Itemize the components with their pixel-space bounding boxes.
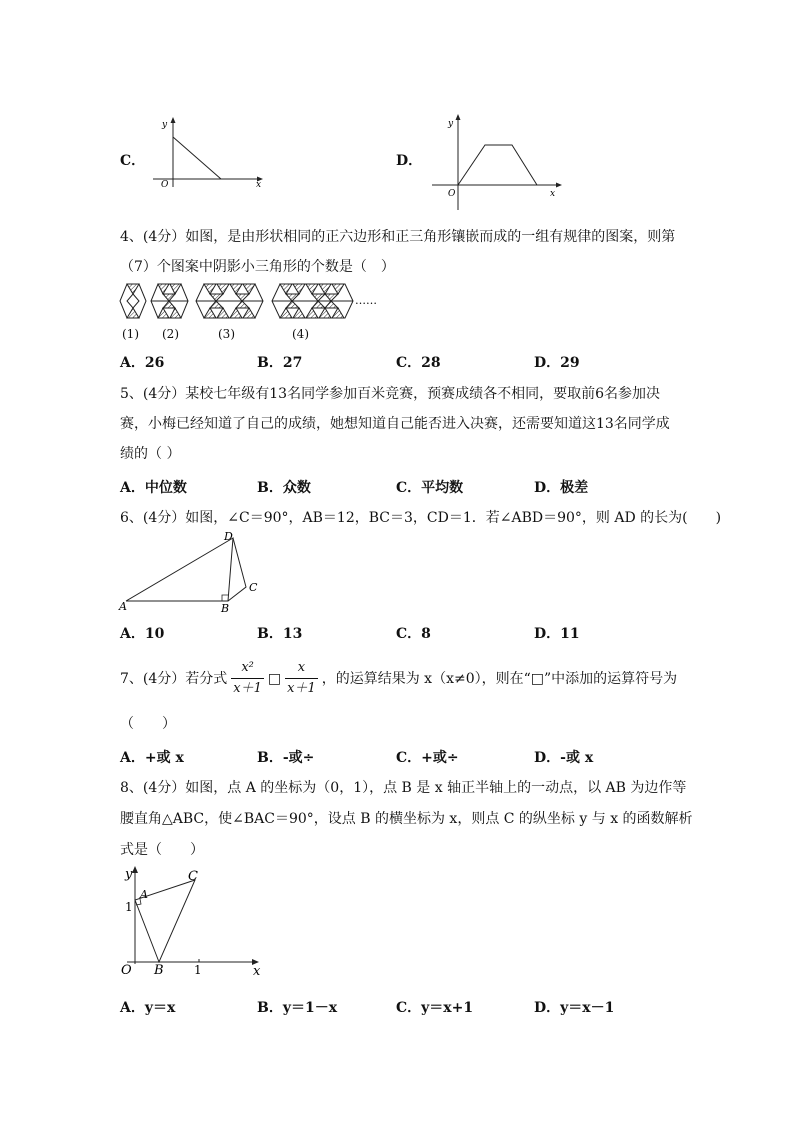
q7-option-c[interactable]: C．+或÷ bbox=[396, 750, 459, 766]
q6-label-c: C bbox=[249, 581, 258, 594]
q6-label-a: A bbox=[119, 600, 127, 613]
q8-stem-line1: 8、(4分）如图，点 A 的坐标为（0，1），点 B 是 x 轴正半轴上的一动点，以 AB 为边作等 bbox=[120, 780, 687, 796]
q7-prefix: 7、(4分）若分式 bbox=[120, 670, 228, 687]
q6-option-b[interactable]: B．13 bbox=[257, 626, 303, 642]
q4-option-a[interactable]: A．26 bbox=[120, 355, 165, 371]
q5-stem-line3: 绩的（ ） bbox=[120, 446, 181, 462]
q8-label-o: O bbox=[121, 963, 132, 978]
q7-option-d[interactable]: D．-或 x bbox=[534, 750, 594, 766]
q8-coordinate-figure bbox=[115, 862, 275, 980]
q8-option-a[interactable]: A．y＝x bbox=[120, 1000, 176, 1016]
q5-option-a[interactable]: A．中位数 bbox=[120, 480, 187, 496]
q3c-x-label: x bbox=[256, 180, 262, 190]
q7-stem-line2: （ ） bbox=[120, 716, 176, 732]
q6-option-c[interactable]: C．8 bbox=[396, 626, 431, 642]
q8-option-c[interactable]: C．y＝x+1 bbox=[396, 1000, 474, 1016]
q3-option-d-label: D． bbox=[396, 153, 423, 169]
q3c-origin-label: O bbox=[161, 180, 169, 190]
q5-option-d[interactable]: D．极差 bbox=[534, 480, 589, 496]
q8-stem-line3: 式是（ ） bbox=[120, 842, 204, 858]
q5-option-b[interactable]: B．众数 bbox=[257, 480, 311, 496]
q4-label-3: (3) bbox=[218, 327, 235, 341]
q8-label-y: y bbox=[125, 867, 133, 882]
q6-triangle-figure bbox=[115, 528, 265, 616]
q3d-origin-label: O bbox=[448, 189, 456, 199]
q6-label-b: B bbox=[221, 602, 230, 615]
q3c-y-label: y bbox=[162, 120, 168, 130]
q4-label-4: (4) bbox=[292, 327, 309, 341]
q4-stem-line2: （7）个图案中阴影小三角形的个数是（ ） bbox=[120, 259, 395, 275]
q4-stem-line1: 4、(4分）如图，是由形状相同的正六边形和正三角形镶嵌而成的一组有规律的图案，则第 bbox=[120, 229, 676, 245]
q6-option-a[interactable]: A．10 bbox=[120, 626, 165, 642]
q7-option-a[interactable]: A．+或 x bbox=[120, 750, 184, 766]
q7-frac2-denominator: x＋1 bbox=[287, 681, 316, 696]
q3d-y-label: y bbox=[448, 119, 454, 129]
q5-stem-line1: 5、(4分）某校七年级有13名同学参加百米竞赛，预赛成绩各不相同，要取前6名参加决 bbox=[120, 386, 660, 402]
q7-fraction-2 bbox=[285, 658, 318, 699]
q8-label-1-y: 1 bbox=[125, 900, 133, 914]
q3-graph-c bbox=[145, 115, 270, 195]
q8-label-c: C bbox=[188, 869, 198, 884]
q7-frac2-numerator: x bbox=[285, 658, 318, 679]
q4-label-2: (2) bbox=[162, 327, 179, 341]
q4-tessellation-figure bbox=[115, 280, 390, 325]
q7-frac1-numerator: x² bbox=[231, 658, 264, 679]
q8-label-1-x: 1 bbox=[194, 963, 202, 977]
q7-stem-line1 bbox=[120, 658, 677, 699]
q8-option-d[interactable]: D．y＝x－1 bbox=[534, 1000, 615, 1016]
q6-stem-line1: 6、(4分）如图，∠C＝90°，AB＝12，BC＝3，CD＝1．若∠ABD＝90°，则 AD 的长为( ) bbox=[120, 510, 722, 526]
q3d-x-label: x bbox=[550, 189, 556, 199]
q7-suffix: ，的运算结果为 x（x≠0），则在“□”中添加的运算符号为 bbox=[321, 670, 678, 687]
q3-option-c-label: C． bbox=[120, 153, 146, 169]
q8-label-a: A bbox=[140, 888, 148, 901]
q4-pattern-4 bbox=[272, 284, 353, 318]
q4-label-1: (1) bbox=[122, 327, 139, 341]
q6-option-d[interactable]: D．11 bbox=[534, 626, 580, 642]
q7-box: □ bbox=[267, 670, 282, 687]
q4-pattern-1 bbox=[120, 284, 146, 318]
q5-stem-line2: 赛，小梅已经知道了自己的成绩，她想知道自己能否进入决赛，还需要知道这13名同学成 bbox=[120, 416, 670, 432]
q8-option-b[interactable]: B．y＝1－x bbox=[257, 1000, 338, 1016]
q3-graph-d bbox=[428, 112, 568, 212]
q4-option-b[interactable]: B．27 bbox=[257, 355, 303, 371]
q6-label-d: D bbox=[224, 530, 233, 543]
q4-option-d[interactable]: D．29 bbox=[534, 355, 580, 371]
q4-pattern-3 bbox=[196, 284, 263, 318]
q4-pattern-2 bbox=[151, 284, 188, 318]
q7-option-b[interactable]: B．-或÷ bbox=[257, 750, 315, 766]
q7-fraction-1 bbox=[231, 658, 264, 699]
q4-ellipsis: …… bbox=[355, 294, 377, 307]
q8-label-b: B bbox=[154, 963, 164, 978]
q7-frac1-denominator: x＋1 bbox=[233, 681, 262, 696]
q8-label-x: x bbox=[253, 964, 261, 979]
q5-option-c[interactable]: C．平均数 bbox=[396, 480, 464, 496]
q4-option-c[interactable]: C．28 bbox=[396, 355, 441, 371]
q8-stem-line2: 腰直角△ABC，使∠BAC＝90°，设点 B 的横坐标为 x，则点 C 的纵坐标 y 与 x 的函数解析 bbox=[120, 811, 693, 827]
